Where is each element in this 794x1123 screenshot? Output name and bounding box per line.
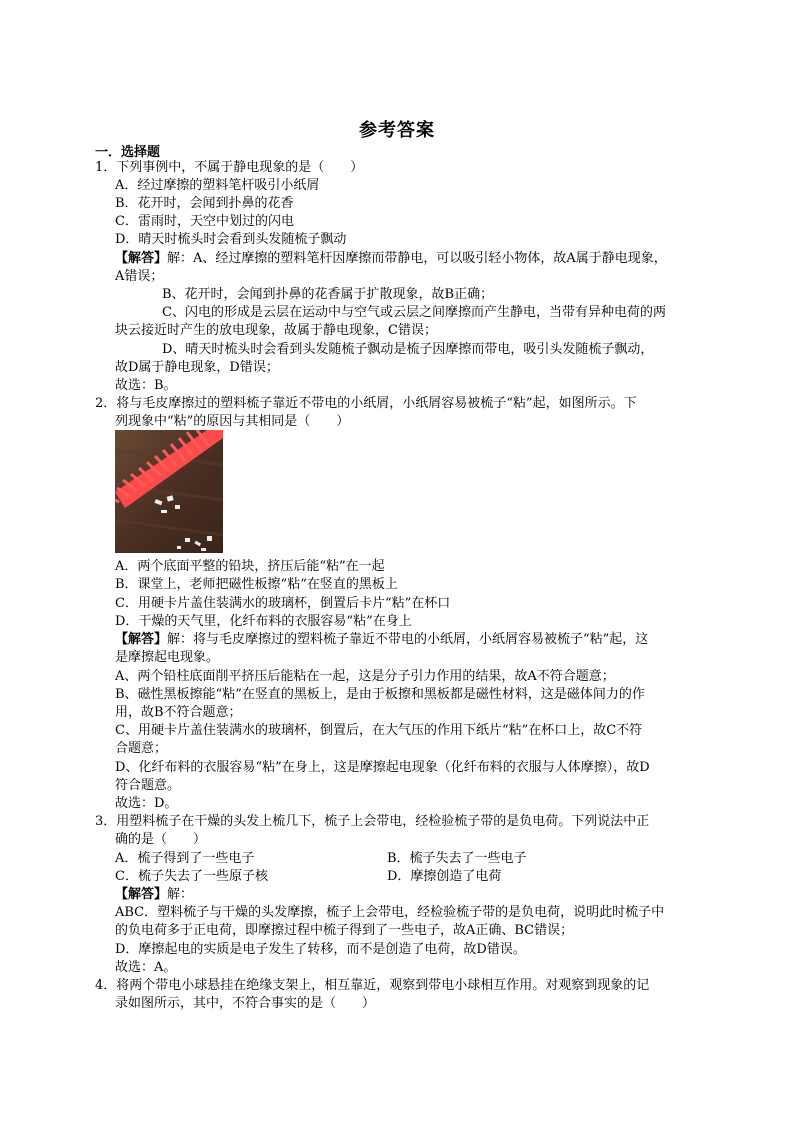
q1-option-d: D．晴天时梳头时会看到头发随梳子飘动 (115, 232, 347, 247)
q1-analysis-line: 块云接近时产生的放电现象，故属于静电现象，C错误； (115, 323, 437, 338)
q2-analysis-line: B、磁性黑板擦能“粘”在竖直的黑板上，是由于板擦和黑板都是磁性材料，这是磁体间力的作 (115, 687, 645, 702)
section-heading: 一．选择题 (95, 145, 161, 160)
q1-analysis-line: 故D属于静电现象，D错误； (115, 360, 279, 375)
q2-stem: 2．将与毛皮摩擦过的塑料梳子靠近不带电的小纸屑，小纸屑容易被梳子“粘”起，如图所示。下 (95, 396, 637, 411)
q1-analysis-line: D、晴天时梳头时会看到头发随梳子飘动是梳子因摩擦而带电，吸引头发随梳子飘动， (162, 342, 654, 357)
q1-analysis-line (115, 250, 667, 268)
q3-option-b: B．梳子失去了一些电子 (387, 851, 527, 866)
q3-analysis-tag: 【解答】 (115, 887, 168, 902)
comb-photo (115, 430, 223, 553)
q1-option-b: B．花开时，会闻到扑鼻的花香 (115, 196, 294, 211)
q2-analysis-tag: 【解答】 (115, 632, 168, 647)
q1-analysis-line: A错误； (115, 269, 164, 284)
q2-option-c: C．用硬卡片盖住装满水的玻璃杯，倒置后卡片“粘”在杯口 (115, 596, 451, 611)
q1-analysis-tag: 【解答】 (115, 251, 168, 266)
q2-analysis-line: A、两个铅柱底面削平挤压后能粘在一起，这是分子引力作用的结果，故A不符合题意； (115, 669, 615, 684)
comb-illustration (115, 430, 223, 553)
q3-analysis-text: 解： (167, 887, 194, 902)
q3-option-d: D．摩擦创造了电荷 (387, 869, 502, 884)
q2-analysis-line: D、化纤布料的衣服容易“粘”在身上，这是摩擦起电现象（化纤布料的衣服与人体摩擦），故D (115, 760, 650, 775)
q2-analysis-text: 解：将与毛皮摩擦过的塑料梳子靠近不带电的小纸屑，小纸屑容易被梳子“粘”起，这 (167, 632, 649, 647)
q3-analysis-line (115, 886, 193, 904)
q3-answer: 故选：A。 (115, 960, 177, 975)
q2-analysis-line: 符合题意。 (115, 778, 181, 793)
q2-stem-cont: 列现象中“粘”的原因与其相同是（ ） (115, 414, 350, 429)
q2-analysis-line: C、用硬卡片盖住装满水的玻璃杯，倒置后，在大气压的作用下纸片“粘”在杯口上，故C不符 (115, 723, 643, 738)
q1-option-c: C．雷雨时，天空中划过的闪电 (115, 214, 294, 229)
q3-option-a: A．梳子得到了一些电子 (115, 851, 255, 866)
q2-option-b: B．课堂上，老师把磁性板擦“粘“在竖直的黑板上 (115, 577, 398, 592)
q3-stem-cont: 确的是（ ） (115, 832, 207, 847)
q3-analysis-line: 的负电荷多于正电荷，即摩擦过程中梳子得到了一些电子，故A正确、BC错误； (115, 923, 574, 938)
q4-stem-cont: 录如图所示，其中，不符合事实的是（ ） (115, 996, 376, 1011)
q3-stem: 3．用塑料梳子在干燥的头发上梳几下，梳子上会带电，经检验梳子带的是负电荷。下列说法中正 (95, 814, 650, 829)
q2-analysis-line (115, 631, 648, 649)
q2-analysis-line: 合题意； (115, 741, 168, 756)
q2-analysis-line: 用，故B不符合题意； (115, 705, 242, 720)
q4-stem: 4．将两个带电小球悬挂在绝缘支架上，相互靠近，观察到带电小球相互作用。对观察到现象的记 (95, 978, 650, 993)
q1-option-a: A．经过摩擦的塑料笔杆吸引小纸屑 (115, 178, 320, 193)
q1-analysis-line: B、花开时，会闻到扑鼻的花香属于扩散现象，故B正确； (162, 287, 494, 302)
q1-analysis-text: 解：A、经过摩擦的塑料笔杆因摩擦而带静电，可以吸引轻小物体，故A属于静电现象， (167, 251, 667, 266)
q3-option-c: C．梳子失去了一些原子核 (115, 869, 268, 884)
q2-option-d: D．干燥的天气里，化纤布料的衣服容易“粘”在身上 (115, 614, 412, 629)
page-title: 参考答案 (359, 120, 435, 141)
q1-stem: 1．下列事例中，不属于静电现象的是（ ） (95, 160, 364, 175)
q2-answer: 故选：D。 (115, 796, 178, 811)
q1-analysis-line: C、闪电的形成是云层在运动中与空气或云层之间摩擦而产生静电，当带有异种电荷的两 (162, 305, 666, 320)
q2-option-a: A．两个底面平整的铅块，挤压后能“粘”在一起 (115, 559, 385, 574)
q3-analysis-line: D．摩擦起电的实质是电子发生了转移，而不是创造了电荷，故D错误。 (115, 942, 526, 957)
q2-analysis-line: 是摩擦起电现象。 (115, 650, 220, 665)
q3-analysis-line: ABC．塑料梳子与干燥的头发摩擦，梳子上会带电，经检验梳子带的是负电荷，说明此时梳子中 (115, 905, 665, 920)
q1-answer: 故选：B。 (115, 378, 177, 393)
